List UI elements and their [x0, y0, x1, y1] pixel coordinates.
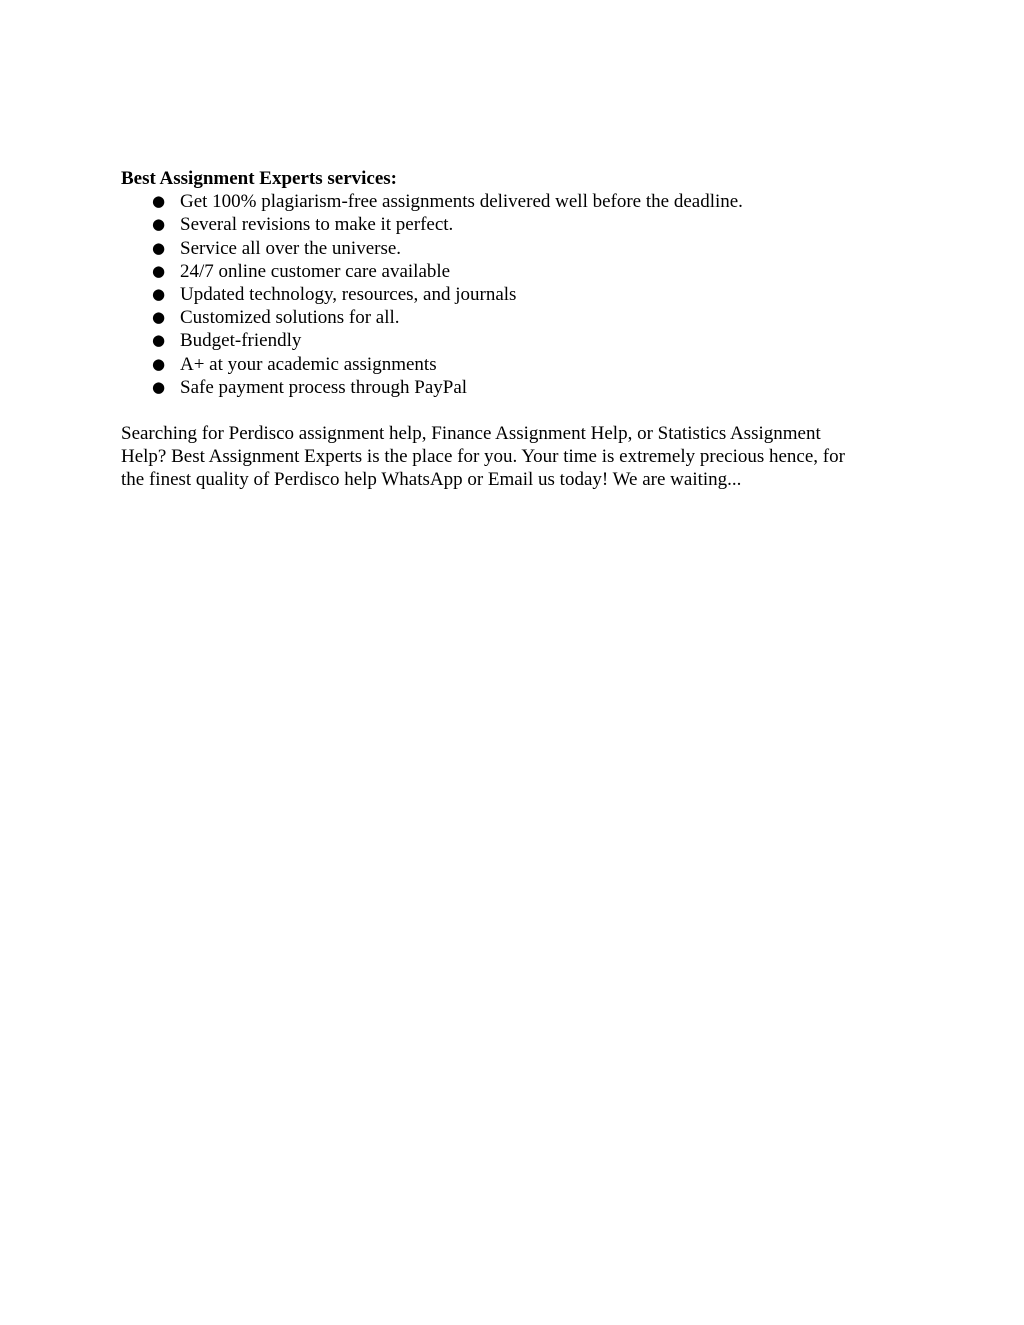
bullet-icon: ● [152, 215, 166, 234]
list-item-text: Get 100% plagiarism-free assignments delivered well before the deadline. [180, 191, 743, 213]
services-heading: Best Assignment Experts services: [121, 168, 397, 189]
paragraph-line: Help? Best Assignment Experts is the place for you. Your time is extremely precious hence, for [121, 446, 845, 468]
list-item-text: 24/7 online customer care available [180, 260, 451, 282]
bullet-icon: ● [152, 285, 166, 304]
services-list [121, 190, 901, 399]
bullet-icon: ● [152, 308, 166, 327]
list-item-text: Updated technology, resources, and journals [180, 284, 517, 306]
list-item [121, 329, 901, 352]
bullet-icon: ● [152, 377, 166, 396]
bullet-icon: ● [152, 261, 166, 280]
bullet-icon: ● [152, 238, 166, 257]
bullet-icon: ● [152, 192, 166, 211]
list-item [121, 376, 901, 399]
list-item-text: Safe payment process through PayPal [180, 376, 468, 398]
list-item [121, 237, 901, 260]
list-item-text: A+ at your academic assignments [180, 353, 437, 375]
bullet-icon: ● [152, 354, 166, 373]
list-item [121, 306, 901, 329]
list-item [121, 190, 901, 213]
list-item [121, 260, 901, 283]
list-item [121, 353, 901, 376]
paragraph-line: the finest quality of Perdisco help WhatsApp or Email us today! We are waiting... [121, 469, 742, 491]
list-item-text: Service all over the universe. [180, 237, 402, 259]
list-item-text: Customized solutions for all. [180, 307, 400, 329]
list-item-text: Several revisions to make it perfect. [180, 214, 454, 236]
list-item [121, 213, 901, 236]
closing-paragraph [121, 422, 901, 492]
bullet-icon: ● [152, 331, 166, 350]
document-content [121, 167, 901, 492]
list-item [121, 283, 901, 306]
list-item-text: Budget-friendly [180, 330, 302, 352]
paragraph-line: Searching for Perdisco assignment help, Finance Assignment Help, or Statistics Assignment [121, 423, 821, 445]
